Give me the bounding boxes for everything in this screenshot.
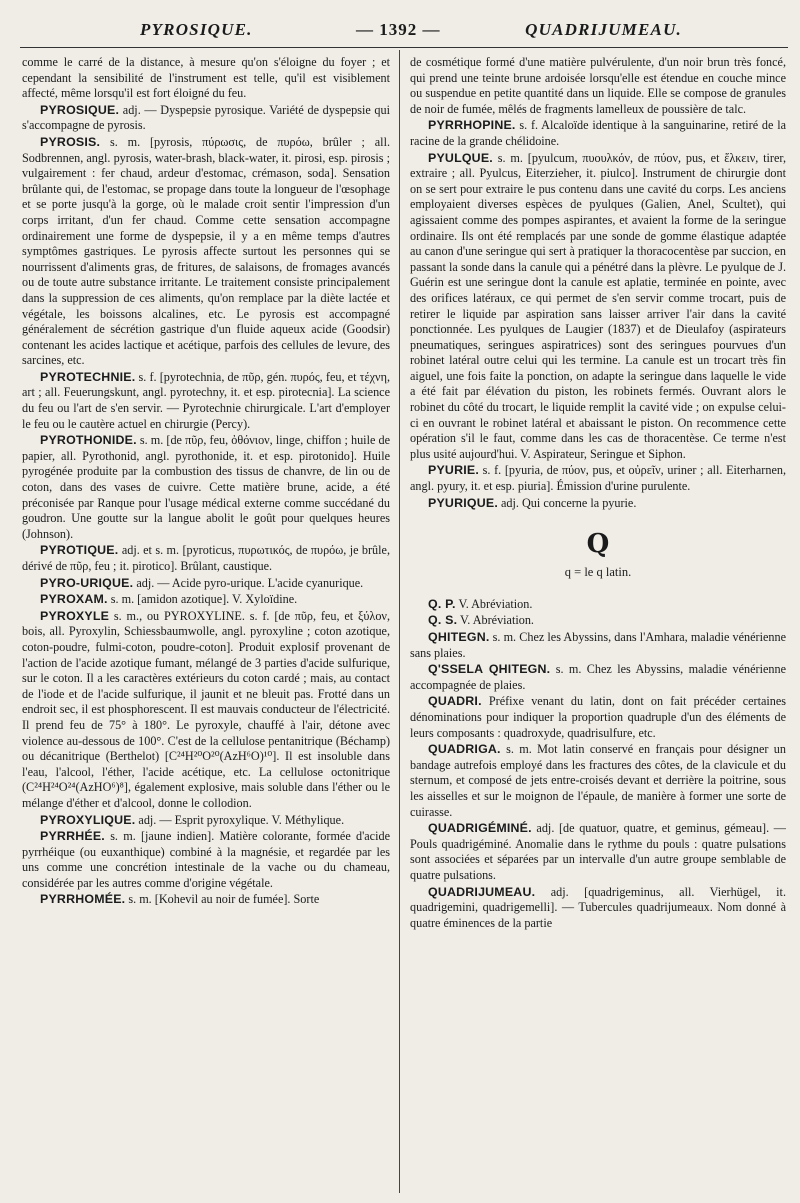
page-header <box>0 0 800 52</box>
entry-definition: V. Abréviation. <box>457 613 534 628</box>
entry-definition: s. f. [pyrotechnia, de πῦρ, gén. πυρός, feu, et τέχνη, art ; all. Feuerungskunt, angl. pyrotechny, it. et esp. pirotecnia]. La science du feu ou l'art de s'en servir. — Pyrotechnie chirurgicale. L'art d'employer le feu ou le cautère actuel en chirurgie (Percy). <box>22 369 390 431</box>
dictionary-entry <box>22 103 390 134</box>
entry-headword: PYROTIQUE. <box>40 543 119 558</box>
entry-headword: PYROTECHNIE. <box>40 369 136 384</box>
dictionary-entry <box>410 463 786 494</box>
dictionary-entry <box>22 543 390 574</box>
dictionary-entry <box>22 813 390 829</box>
running-head-right: QUADRIJUMEAU. <box>525 20 682 39</box>
entry-headword: QUADRI. <box>428 694 482 709</box>
entry-headword: PYROSIQUE. <box>40 102 120 117</box>
entry-definition: adj. — Acide pyro-urique. L'acide cyanurique. <box>133 575 364 590</box>
right-column <box>410 55 786 1195</box>
dictionary-entry <box>410 694 786 741</box>
entry-headword: Q. S. <box>428 613 458 628</box>
entry-headword: PYRRHOMÉE. <box>40 892 126 907</box>
dictionary-entry <box>410 885 786 932</box>
right-entries-before <box>410 118 786 511</box>
entry-headword: PYURIQUE. <box>428 495 498 510</box>
continuation-text: comme le carré de la distance, à mesure qu'on s'éloigne du foyer ; et cependant la sensibilité de l'instrument est telle, qu'il est visiblement affecté, même lorsqu'il est fort éloigné du feu. <box>22 55 390 101</box>
dictionary-entry <box>410 597 786 613</box>
right-entries-after <box>410 597 786 931</box>
continuation-text: de cosmétique formé d'une matière pulvérulente, d'un noir brun très foncé, qui prend une teinte brune ardoisée lorsqu'elle est étendue en couche mince ou suspendue en petite quantité dans un liquide. Elle se compose de granules de noir de fumée, mêlés de fragments lamelleux de poussière de talc. <box>410 55 786 116</box>
dictionary-entry <box>410 118 786 149</box>
dictionary-entry <box>410 821 786 883</box>
entry-headword: PYROXYLIQUE. <box>40 812 136 827</box>
dictionary-entry <box>22 135 390 369</box>
left-column <box>22 55 390 1195</box>
entry-definition: s. m. Mot latin conservé en français pour désigner un bandage autrefois employé dans les fractures des côtes, de la clavicule et du sternum, et composé de jets entre-croisés devant et derrière la poitrine, sous les aisselles et sur le moignon de l'épaule, de manière à former une sorte de cuirasse. <box>410 742 786 819</box>
dictionary-entry <box>410 151 786 463</box>
entry-definition: V. Abréviation. <box>455 596 533 611</box>
entry-headword: PYRRHOPINE. <box>428 118 516 133</box>
running-head-left: PYROSIQUE. <box>140 20 253 39</box>
entry-definition: s. m. [jaune indien]. Matière colorante, formée d'acide pyrrhéique (ou euxanthique) combiné à la magnésie, et regardée par les uns comme une concrétion intestinale de la vache ou du chameau, considérée par les autres comme d'origine végétale. <box>22 829 390 890</box>
section-heading <box>410 529 786 559</box>
dictionary-entry <box>22 433 390 542</box>
page-number: — 1392 — <box>356 20 441 39</box>
dictionary-entry <box>410 613 786 629</box>
dictionary-entry <box>22 576 390 592</box>
entry-headword: PYROXYLE <box>40 608 110 623</box>
entry-headword: PYURIE. <box>428 463 479 478</box>
section-definition: q = le q latin. <box>564 565 632 580</box>
entry-headword: QUADRIGÉMINÉ. <box>428 821 532 836</box>
entry-definition: s. m. Chez les Abyssins, maladie vénérienne accompagnée de plaies. <box>410 662 786 692</box>
entry-definition: adj. et s. m. [pyroticus, πυρωτικός, de πυρόω, je brûle, dérivé de πῦρ, feu ; it. pirotico]. Brûlant, caustique. <box>22 543 390 573</box>
header-rule <box>20 47 788 48</box>
entry-headword: PYULQUE. <box>428 150 493 165</box>
entry-definition: s. f. [pyuria, de πύον, pus, et οὐρεῖν, uriner ; all. Eiterharnen, angl. pyury, it. et esp. piuria]. Émission d'urine purulente. <box>410 463 786 494</box>
dictionary-entry <box>22 829 390 891</box>
entry-headword: Q. P. <box>428 596 456 611</box>
entry-headword: Q'SSELA QHITEGN. <box>428 662 551 677</box>
entry-definition: s. m. [pyulcum, πυουλκόν, de πύον, pus, et ἕλκειν, tirer, extraire ; all. Pyulcus, Eiterzieher, it. piulco]. Instrument de chirurgie dont on se sert pour extraire le pus contenu dans une cavité du corps. Les anciens employaient diverses espèces de pyulques (Galien, Anel, Scultet), qui agissaient comme des pompes aspirantes, et avaient la forme de la seringue ordinaire. Ils ont été remplacés par une sonde de gomme élastique adaptée au canon d'une seringue qui sert à pratiquer la thoracocentèse par succion, en passant la sonde dans la canule qui a pénétré dans la plèvre. Le pyulque de J. Guérin est une seringue dont la canule est aplatie, terminée en pointe, avec des orifices latéraux, ce qui permet de s'en servir comme trocart, puis de retirer le liquide par aspiration sans laisser arriver l'air dans la cavité ponctionnée. Les pyulques de Laugier (1837) et de Dieulafoy (aspirateurs pneumatiques, seringues aspiratrices) sont des seringues pourvues d'un robinet latéral outre celui qui les termine. La canule est un trocart très fin aiguel, une fois faite la ponction, on adapte la seringue dans laquelle le vide a été fait par élévation du piston, les robinets fermés. Ouvrant alors le robinet du côté du trocart, le liquide remplit la cavité vide ; on expulse celui-ci en ouvrant le robinet latéral et abaissant le piston. On recommence cette opération s'il le faut, comme dans les cas de thoracentèse. Ce terme n'est plus usité aujourd'hui. V. Aspirateur, Seringue et Siphon. <box>410 150 786 461</box>
entry-headword: QUADRIGA. <box>428 742 501 757</box>
entry-headword: PYROSIS. <box>40 134 101 149</box>
dictionary-entry <box>22 609 390 812</box>
entry-definition: s. m. Chez les Abyssins, dans l'Amhara, maladie vénérienne sans plaies. <box>410 630 786 660</box>
dictionary-entry <box>22 592 390 608</box>
dictionary-entry <box>410 742 786 820</box>
dictionary-entry <box>410 630 786 661</box>
entry-definition: s. m. [pyrosis, πύρωσις, de πυρόω, brûler ; all. Sodbrennen, angl. pyrosis, water-brash, black-water, it. pirosi, esp. pirosis ; vulgairement : fer chaud, ardeur d'estomac, crémason, soda]. Sensation brûlante qui, de l'estomac, se propage dans toute la longueur de l'œsophage et se porte jusqu'à la gorge, où le malade croit sentir l'impression d'un corps irritant, d'un fer chaud. Comme cette sensation accompagne ordinairement une forme de dyspepsie, il y a en même temps d'autres symptômes gastriques. Le pyrosis affecte surtout les personnes qui se nourrissent d'aliments gras, de fritures, de salaisons, de fromages avancés ou de toute autre substance irritante. Le traitement consiste principalement dans la suppression de ces aliments, qu'on remplace par la diète lactée et végétale, les boissons alcalines, etc. Le pyrosis est accompagné généralement de sécrétion gastrique d'un fluide aqueux acide (Goodsir) contenant les acides lactique et acétique, parfois des cellules de levure, des sarcines, etc. <box>22 134 390 368</box>
entry-definition: adj. Qui concerne la pyurie. <box>497 495 637 510</box>
left-entries <box>22 103 390 908</box>
entry-definition: s. m., ou PYROXYLINE. s. f. [de πῦρ, feu, et ξύλον, bois, all. Pyroxylin, Schiessbaumwolle, angl. pyroxyline ; coton azotique, coton-poudre, fulmi-coton, poudre-coton]. Produit explosif provenant de l'action de l'acide azotique fumant, mélangé de 3 parties d'acide sulfurique, sur le coton. Il a les caractères extérieurs du coton cardé ; mais, au contact de l'iode et de l'acide sulfurique, il jaunit et ne bleuit pas. Frotté dans un endroit sec, il est phosphorescent. Il est mauvais conducteur de l'électricité. Il prend feu de 75° à 180°. Le pyroxyle, chauffé à l'air, détone avec violence au-dessous de 100°. C'est de la cellulose pentanitrique (Béchamp) ou décanitrique (Berthelot) [C²⁴H²⁰O²⁰(AzH⁶O)¹⁰]. Il est insoluble dans l'eau, l'alcool, l'éther, l'acide acétique, etc. La cellulose octonitrique (C²⁴H²⁴O²⁴(AzHO⁶)⁸], également explosive, mais soluble dans l'éther ou le mélange d'éther et d'alcool, donne le collodion. <box>22 608 390 810</box>
entry-definition: s. m. [Kohevil au noir de fumée]. Sorte <box>125 892 320 907</box>
entry-definition: adj. [de quatuor, quatre, et geminus, gémeau]. — Pouls quadrigéminé. Anomalie dans le rythme du pouls : quatre pulsations sont associées et séparées par un intervalle d'un autre groupe semblable de quatre pulsations. <box>410 821 786 882</box>
entry-definition: s. m. [amidon azotique]. V. Xyloïdine. <box>107 592 298 607</box>
entry-headword: QUADRIJUMEAU. <box>428 884 536 899</box>
dictionary-entry <box>22 892 390 908</box>
entry-headword: PYROXAM. <box>40 592 108 607</box>
column-divider <box>399 50 400 1193</box>
entry-headword: PYROTHONIDE. <box>40 433 137 448</box>
entry-headword: QHITEGN. <box>428 630 490 644</box>
entry-definition: adj. — Esprit pyroxylique. V. Méthylique. <box>135 812 345 827</box>
entry-definition: s. m. [de πῦρ, feu, ὀθόνιον, linge, chiffon ; huile de papier, all. Pyrothonid, angl. pyrothonide, it. et esp. pirotonido]. Huile pyrogénée produite par la combustion des tissus de chanvre, de lin ou de coton, dans des vases de cuivre. Cette matière brune, acide, a été préconisée par Ranque pour l'usage médical externe comme succédané du goudron. Une goutte sur la langue abolit le goût pour quelques heures (Johnson). <box>22 433 390 541</box>
entry-definition: Préfixe venant du latin, dont on fait précéder certaines dénominations pour indiquer la proportion quadruple d'un des éléments de leurs composants : quadroxyde, quadrisulfure, etc. <box>410 694 786 740</box>
entry-headword: PYRRHÉE. <box>40 829 105 844</box>
dictionary-entry <box>410 496 786 512</box>
entry-definition: adj. [quadrigeminus, all. Vierhügel, it. quadrigemini, quadrigemelli]. — Tubercules quadrijumeaux. Nom donné à quatre éminences de la partie <box>410 884 786 930</box>
entry-headword: PYRO-URIQUE. <box>40 575 134 590</box>
entry-definition: adj. — Dyspepsie pyrosique. Variété de dyspepsie qui s'accompagne de pyrosis. <box>22 102 390 133</box>
section-letter: Q <box>586 529 610 560</box>
dictionary-entry <box>410 662 786 693</box>
dictionary-entry <box>22 370 390 432</box>
entry-definition: s. f. Alcaloïde identique à la sanguinarine, retiré de la racine de la grande chélidoine. <box>410 118 786 148</box>
